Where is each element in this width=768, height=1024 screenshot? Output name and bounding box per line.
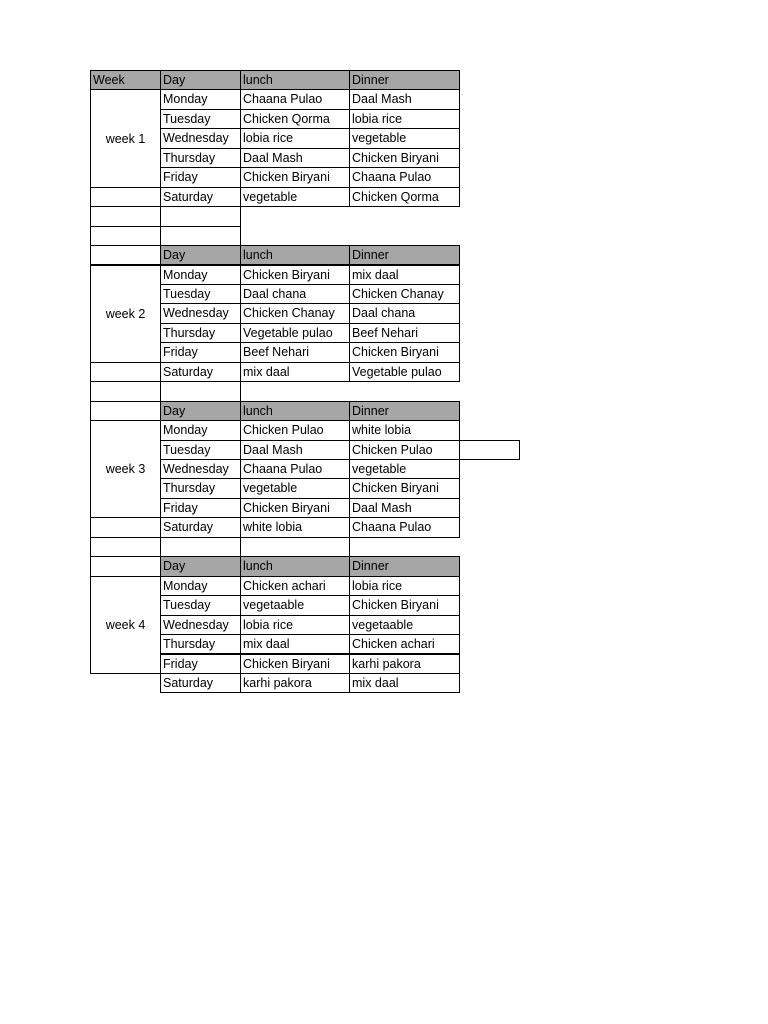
lunch-cell[interactable]: Daal chana	[240, 284, 350, 304]
lunch-cell[interactable]: vegetable	[240, 478, 350, 498]
header-dinner[interactable]: Dinner	[349, 245, 460, 265]
header-lunch[interactable]: lunch	[240, 70, 350, 90]
meal-plan-sheet	[90, 70, 520, 692]
empty-cell[interactable]	[160, 537, 241, 557]
dinner-cell[interactable]: lobia rice	[349, 109, 460, 129]
day-cell[interactable]: Tuesday	[160, 440, 241, 460]
day-cell[interactable]: Tuesday	[160, 109, 241, 129]
header-week[interactable]: Week	[90, 70, 161, 90]
day-cell[interactable]: Friday	[160, 498, 241, 518]
day-cell[interactable]: Thursday	[160, 148, 241, 168]
lunch-cell[interactable]: lobia rice	[240, 615, 350, 635]
day-cell[interactable]: Saturday	[160, 673, 241, 693]
lunch-cell[interactable]: Chicken Biryani	[240, 498, 350, 518]
lunch-cell[interactable]: Chicken Biryani	[240, 167, 350, 187]
lunch-cell[interactable]: Vegetable pulao	[240, 323, 350, 343]
dinner-cell[interactable]: mix daal	[349, 265, 460, 285]
header-dinner[interactable]: Dinner	[349, 70, 460, 90]
day-cell[interactable]: Saturday	[160, 517, 241, 537]
day-cell[interactable]: Wednesday	[160, 459, 241, 479]
week-label[interactable]: week 2	[90, 265, 161, 363]
lunch-cell[interactable]: Chicken Chanay	[240, 303, 350, 323]
dinner-cell[interactable]: Daal Mash	[349, 498, 460, 518]
dinner-cell[interactable]: Chicken Biryani	[349, 595, 460, 615]
day-cell[interactable]: Friday	[160, 167, 241, 187]
day-cell[interactable]: Monday	[160, 89, 241, 109]
header-day[interactable]: Day	[160, 401, 241, 421]
day-cell[interactable]: Friday	[160, 654, 241, 674]
empty-cell[interactable]	[160, 206, 241, 226]
dinner-cell[interactable]: Chaana Pulao	[349, 167, 460, 187]
day-cell[interactable]: Thursday	[160, 323, 241, 343]
dinner-cell[interactable]: Daal chana	[349, 303, 460, 323]
day-cell[interactable]: Wednesday	[160, 303, 241, 323]
empty-cell[interactable]	[90, 381, 161, 401]
day-cell[interactable]: Saturday	[160, 187, 241, 207]
lunch-cell[interactable]: Daal Mash	[240, 440, 350, 460]
day-cell[interactable]: Wednesday	[160, 128, 241, 148]
day-cell[interactable]: Monday	[160, 420, 241, 440]
header-lunch[interactable]: lunch	[240, 556, 350, 576]
lunch-cell[interactable]: white lobia	[240, 517, 350, 537]
lunch-cell[interactable]: mix daal	[240, 362, 350, 382]
empty-cell[interactable]	[160, 381, 241, 401]
dinner-cell[interactable]: Daal Mash	[349, 89, 460, 109]
dinner-cell[interactable]: Chicken Biryani	[349, 342, 460, 362]
dinner-cell[interactable]: karhi pakora	[349, 654, 460, 674]
dinner-cell[interactable]: lobia rice	[349, 576, 460, 596]
empty-cell[interactable]	[160, 226, 241, 246]
day-cell[interactable]: Tuesday	[160, 595, 241, 615]
lunch-cell[interactable]: Chaana Pulao	[240, 459, 350, 479]
dinner-cell[interactable]: Beef Nehari	[349, 323, 460, 343]
lunch-cell[interactable]: karhi pakora	[240, 673, 350, 693]
lunch-cell[interactable]: vegetable	[240, 187, 350, 207]
dinner-cell[interactable]: Chaana Pulao	[349, 517, 460, 537]
day-cell[interactable]: Saturday	[160, 362, 241, 382]
dinner-cell[interactable]: vegetaable	[349, 615, 460, 635]
lunch-cell[interactable]: vegetaable	[240, 595, 350, 615]
empty-cell[interactable]	[90, 226, 161, 246]
empty-cell[interactable]	[90, 245, 161, 265]
dinner-cell[interactable]: white lobia	[349, 420, 460, 440]
header-lunch[interactable]: lunch	[240, 401, 350, 421]
day-cell[interactable]: Tuesday	[160, 284, 241, 304]
lunch-cell[interactable]: Chicken Biryani	[240, 265, 350, 285]
dinner-cell[interactable]: Chicken achari	[349, 634, 460, 654]
lunch-cell[interactable]: Chicken Biryani	[240, 654, 350, 674]
day-cell[interactable]: Thursday	[160, 634, 241, 654]
lunch-cell[interactable]: Chicken Qorma	[240, 109, 350, 129]
dinner-cell[interactable]: Chicken Pulao	[349, 440, 460, 460]
header-lunch[interactable]: lunch	[240, 245, 350, 265]
empty-cell[interactable]	[90, 362, 161, 382]
empty-cell[interactable]	[90, 517, 161, 537]
dinner-cell[interactable]: vegetable	[349, 459, 460, 479]
week-label[interactable]: week 4	[90, 576, 161, 674]
empty-cell[interactable]	[90, 556, 161, 576]
lunch-cell[interactable]: Chaana Pulao	[240, 89, 350, 109]
dinner-cell[interactable]: vegetable	[349, 128, 460, 148]
empty-cell[interactable]	[90, 401, 161, 421]
week-label[interactable]: week 3	[90, 420, 161, 518]
day-cell[interactable]: Monday	[160, 576, 241, 596]
dinner-cell[interactable]: Chicken Qorma	[349, 187, 460, 207]
header-day[interactable]: Day	[160, 245, 241, 265]
header-dinner[interactable]: Dinner	[349, 401, 460, 421]
day-cell[interactable]: Monday	[160, 265, 241, 285]
lunch-cell[interactable]: Beef Nehari	[240, 342, 350, 362]
empty-cell[interactable]	[90, 187, 161, 207]
lunch-cell[interactable]: Daal Mash	[240, 148, 350, 168]
dinner-cell[interactable]: Chicken Biryani	[349, 148, 460, 168]
week-label[interactable]: week 1	[90, 89, 161, 187]
lunch-cell[interactable]: mix daal	[240, 634, 350, 654]
empty-cell[interactable]	[90, 206, 161, 226]
lunch-cell[interactable]: lobia rice	[240, 128, 350, 148]
lunch-cell[interactable]: Chicken achari	[240, 576, 350, 596]
header-day[interactable]: Day	[160, 556, 241, 576]
header-day[interactable]: Day	[160, 70, 241, 90]
day-cell[interactable]: Wednesday	[160, 615, 241, 635]
header-dinner[interactable]: Dinner	[349, 556, 460, 576]
empty-cell[interactable]	[459, 440, 520, 460]
day-cell[interactable]: Friday	[160, 342, 241, 362]
lunch-cell[interactable]: Chicken Pulao	[240, 420, 350, 440]
dinner-cell[interactable]: Chicken Chanay	[349, 284, 460, 304]
dinner-cell[interactable]: Chicken Biryani	[349, 478, 460, 498]
empty-cell[interactable]	[90, 537, 161, 557]
empty-cell[interactable]	[240, 537, 350, 557]
dinner-cell[interactable]: mix daal	[349, 673, 460, 693]
dinner-cell[interactable]: Vegetable pulao	[349, 362, 460, 382]
day-cell[interactable]: Thursday	[160, 478, 241, 498]
